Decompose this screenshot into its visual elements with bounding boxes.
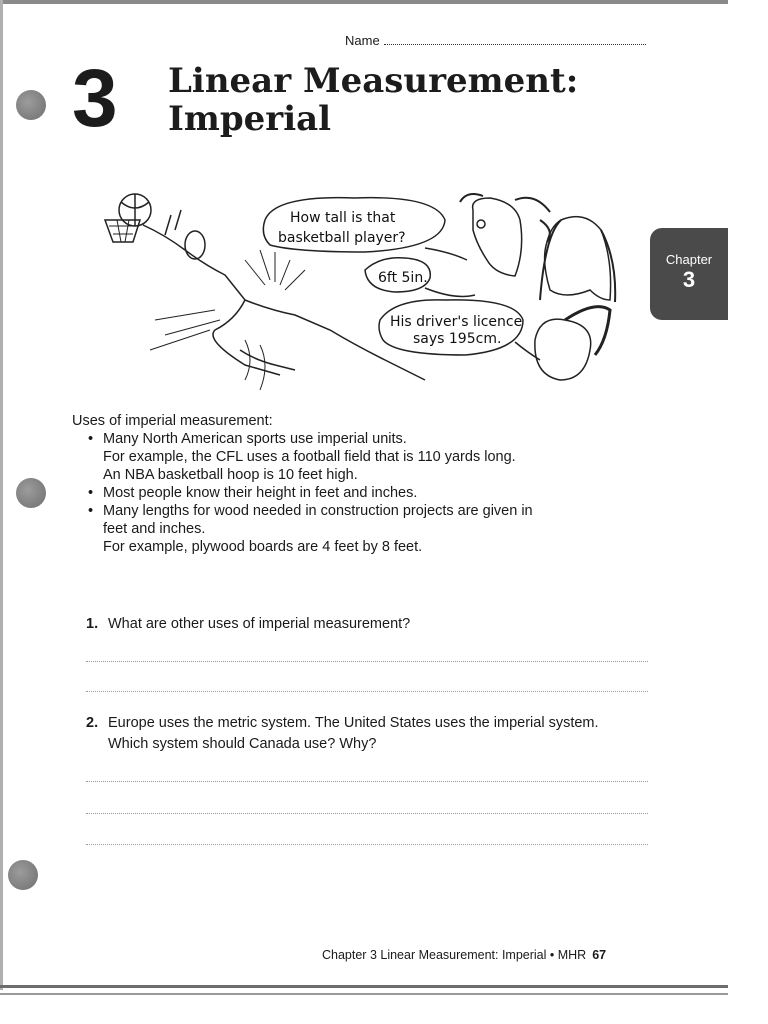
bullet-line: An NBA basketball hoop is 10 feet high.: [103, 467, 358, 483]
name-blank[interactable]: [384, 34, 646, 45]
title-line-2: Imperial: [168, 99, 332, 139]
title-line-1: Linear Measurement:: [168, 61, 579, 101]
bubble2-text: 6ft 5in.: [378, 270, 428, 286]
page-border-bottom: [0, 985, 728, 988]
answer-line-q1-2[interactable]: [86, 690, 648, 692]
question-text: Europe uses the metric system. The United States uses the imperial system. Which system should Canada use? Why?: [108, 715, 599, 752]
chapter-title: [168, 62, 578, 138]
bullet-item: [103, 484, 642, 502]
chapter-tab-label: Chapter: [665, 252, 713, 267]
question-number: 2.: [86, 715, 99, 731]
bullet-line: For example, plywood boards are 4 feet by 8 feet.: [103, 539, 423, 555]
intro-heading: Uses of imperial measurement:: [72, 413, 273, 429]
binder-hole-bottom: [8, 860, 38, 890]
page-border-top: [0, 0, 728, 4]
page-border-left: [0, 0, 3, 990]
chapter-number: 3: [72, 53, 116, 144]
bullet-line: • Many North American sports use imperial units.: [103, 431, 407, 447]
boy-face: [535, 319, 591, 380]
answer-line-q2-2[interactable]: [86, 812, 648, 814]
chapter-tab-number: 3: [682, 267, 696, 292]
bullet-line: • Many lengths for wood needed in construction projects are given in: [103, 503, 533, 519]
question-1: [86, 614, 646, 635]
intro-section: [72, 412, 642, 556]
bullet-item: [103, 430, 642, 484]
bullet-line: feet and inches.: [103, 521, 206, 537]
page-footer: [322, 948, 606, 962]
intro-bullet-list: [72, 430, 642, 556]
bubble3-line1: His driver's licence: [390, 314, 523, 330]
name-field[interactable]: [345, 33, 646, 48]
name-label: Name: [345, 33, 380, 48]
page-number: 67: [592, 948, 607, 962]
question-2: [86, 713, 646, 755]
binder-hole-top: [16, 90, 46, 120]
answer-line-q2-1[interactable]: [86, 780, 648, 782]
chapter-tab: [650, 228, 728, 320]
answer-line-q2-3[interactable]: [86, 843, 648, 845]
question-text: What are other uses of imperial measurement?: [108, 616, 411, 632]
answer-line-q1-1[interactable]: [86, 660, 648, 662]
bullet-line: For example, the CFL uses a football field that is 110 yards long.: [103, 449, 516, 465]
footer-text: Chapter 3 Linear Measurement: Imperial • MHR: [322, 948, 587, 962]
bubble1-line2: basketball player?: [278, 230, 406, 246]
bubble3-line2: says 195cm.: [413, 331, 502, 347]
girl-face-1: [473, 198, 522, 276]
basketball-cartoon: [95, 190, 625, 400]
bullet-line: • Most people know their height in feet and inches.: [103, 485, 418, 501]
page-border-bottom-secondary: [0, 993, 728, 995]
binder-hole-middle: [16, 478, 46, 508]
question-number: 1.: [86, 616, 99, 632]
bullet-item: [103, 502, 642, 556]
bubble1-line1: How tall is that: [290, 210, 396, 226]
